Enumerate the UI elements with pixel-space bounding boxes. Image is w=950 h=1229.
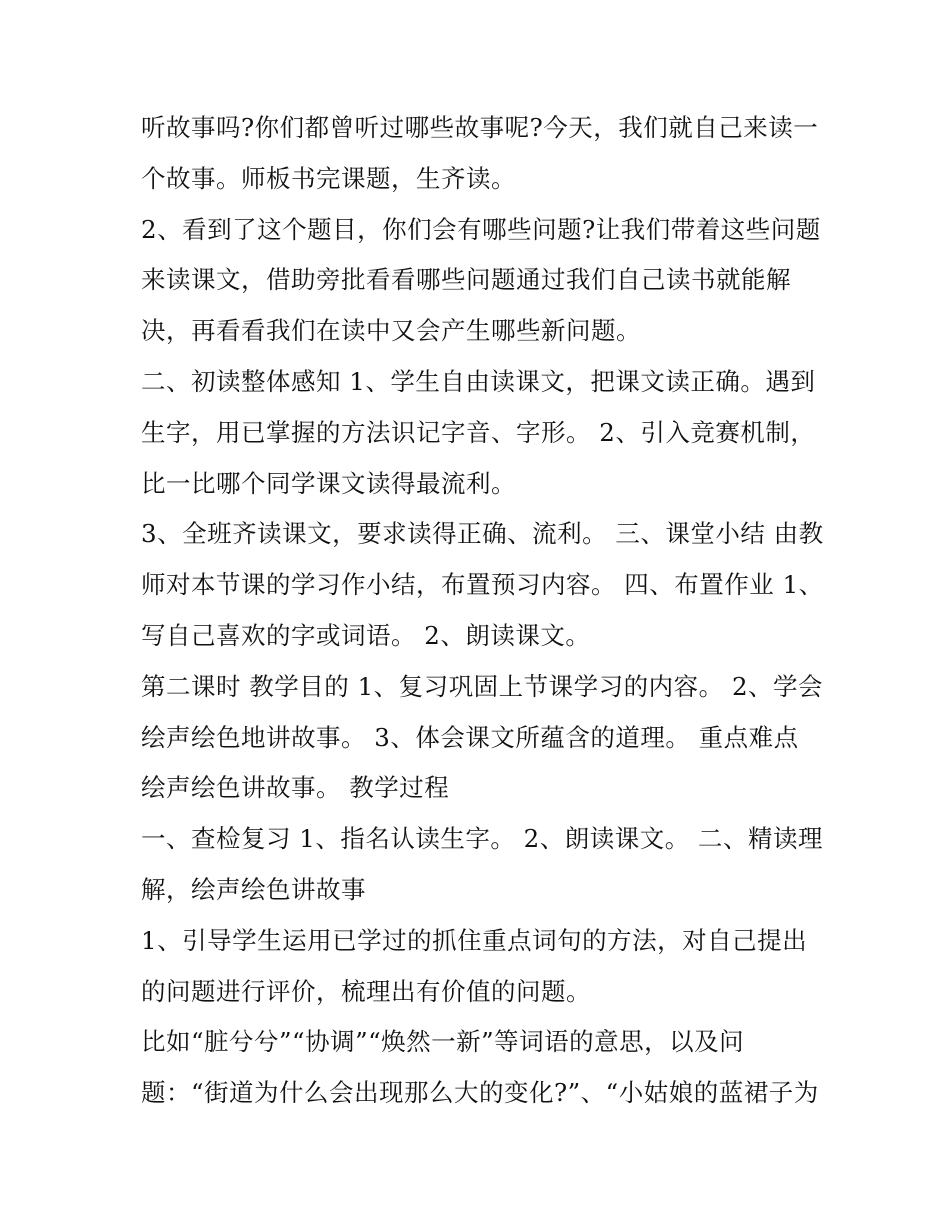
text-line: 的问题进行评价，梳理出有价值的问题。: [141, 976, 591, 1006]
text-line: 第二课时 教学目的 1、复习巩固上节课学习的内容。 2、学会: [141, 671, 824, 701]
text-line: 绘声绘色讲故事。 教学过程: [141, 773, 450, 803]
text-line: 解，绘声绘色讲故事: [141, 874, 366, 904]
document-body: [141, 103, 824, 1119]
text-line: 一、查检复习 1、指名认读生字。 2、朗读课文。 二、精读理: [141, 824, 824, 854]
text-line: 写自己喜欢的字或词语。 2、朗读课文。: [141, 620, 591, 650]
text-line: 二、初读整体感知 1、学生自由读课文，把课文读正确。遇到: [141, 366, 816, 396]
text-line: 个故事。师板书完课题，生齐读。: [141, 163, 516, 193]
text-line: 来读课文，借助旁批看看哪些问题通过我们自己读书就能解: [141, 265, 791, 295]
text-line: 生字，用已掌握的方法识记字音、字形。 2、引入竞赛机制，: [141, 417, 816, 447]
text-line: 绘声绘色地讲故事。 3、体会课文所蕴含的道理。 重点难点: [141, 722, 799, 752]
text-line: 听故事吗?你们都曾听过哪些故事呢?今天，我们就自己来读一: [141, 113, 819, 142]
text-line: 比如“脏兮兮”“协调”“焕然一新”等词语的意思，以及问: [141, 1027, 745, 1057]
text-line: 题：“街道为什么会出现那么大的变化?”、“小姑娘的蓝裙子为: [141, 1078, 819, 1108]
text-line: 决，再看看我们在读中又会产生哪些新问题。: [141, 316, 641, 346]
text-line: 1、引导学生运用已学过的抓住重点词句的方法，对自己提出: [141, 925, 808, 955]
text-line: 2、看到了这个题目，你们会有哪些问题?让我们带着这些问题: [141, 214, 821, 244]
text-line: 师对本节课的学习作小结，布置预习内容。 四、布置作业 1、: [141, 570, 824, 600]
text-line: 3、全班齐读课文，要求读得正确、流利。 三、课堂小结 由教: [141, 519, 824, 549]
text-line: 比一比哪个同学课文读得最流利。: [141, 468, 516, 498]
